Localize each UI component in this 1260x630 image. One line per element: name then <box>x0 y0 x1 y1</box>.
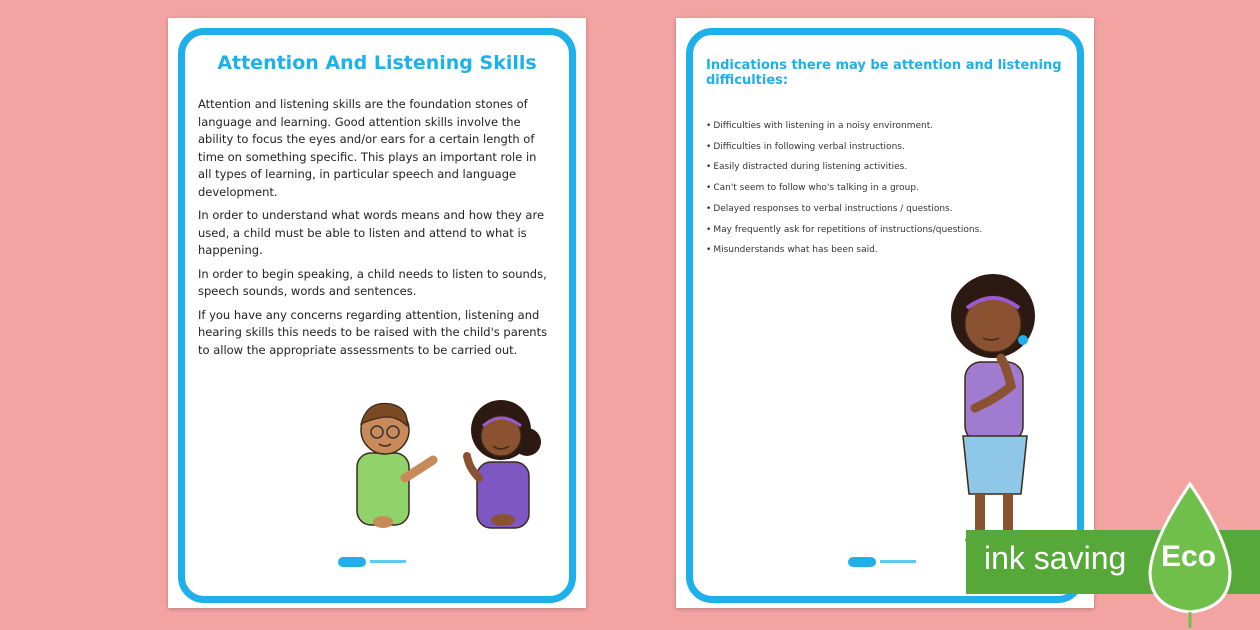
list-item: • Delayed responses to verbal instructions / questions. <box>706 199 1076 220</box>
list-item: • Difficulties with listening in a noisy environment. <box>706 116 1076 137</box>
list-item: • Easily distracted during listening activities. <box>706 157 1076 178</box>
boy-figure <box>357 403 433 528</box>
left-poster-title: Attention And Listening Skills <box>217 52 537 74</box>
paragraph: If you have any concerns regarding attention, listening and hearing skills this needs to be raised with the child's parents to allow the appropriate assessments to be carried out. <box>198 307 548 357</box>
eco-label: Eco <box>1161 540 1217 573</box>
twinkl-logo-icon <box>338 551 418 563</box>
paragraph: Attention and listening skills are the foundation stones of language and learning. Good attention skills involve the ability to focus the eyes and/or ears for a certain length of time on something specific. This plays an important role in all types of learning, in particular speech and language development. <box>198 97 537 199</box>
children-talking-illustration <box>343 398 553 548</box>
ink-saving-label: ink saving <box>984 540 1127 576</box>
twinkl-logo-icon <box>848 551 928 563</box>
list-item: • Misunderstands what has been said. <box>706 240 1076 261</box>
paragraph: In order to understand what words means and how they are used, a child must be able to listen and attend to what is happening. <box>198 208 545 257</box>
girl-figure <box>467 400 541 528</box>
indications-list <box>706 116 1076 261</box>
thinking-girl-illustration <box>941 258 1051 558</box>
list-item: • Difficulties in following verbal instructions. <box>706 137 1076 158</box>
list-item: • May frequently ask for repetitions of instructions/questions. <box>706 220 1076 241</box>
right-poster-title: Indications there may be attention and listening difficulties: <box>706 58 1062 88</box>
left-poster-page <box>168 18 586 608</box>
left-poster-body <box>198 96 548 365</box>
list-item: • Can't seem to follow who's talking in a group. <box>706 178 1076 199</box>
paragraph: In order to begin speaking, a child needs to listen to sounds, speech sounds, words and sentences. <box>198 266 547 298</box>
right-poster-page <box>676 18 1094 608</box>
